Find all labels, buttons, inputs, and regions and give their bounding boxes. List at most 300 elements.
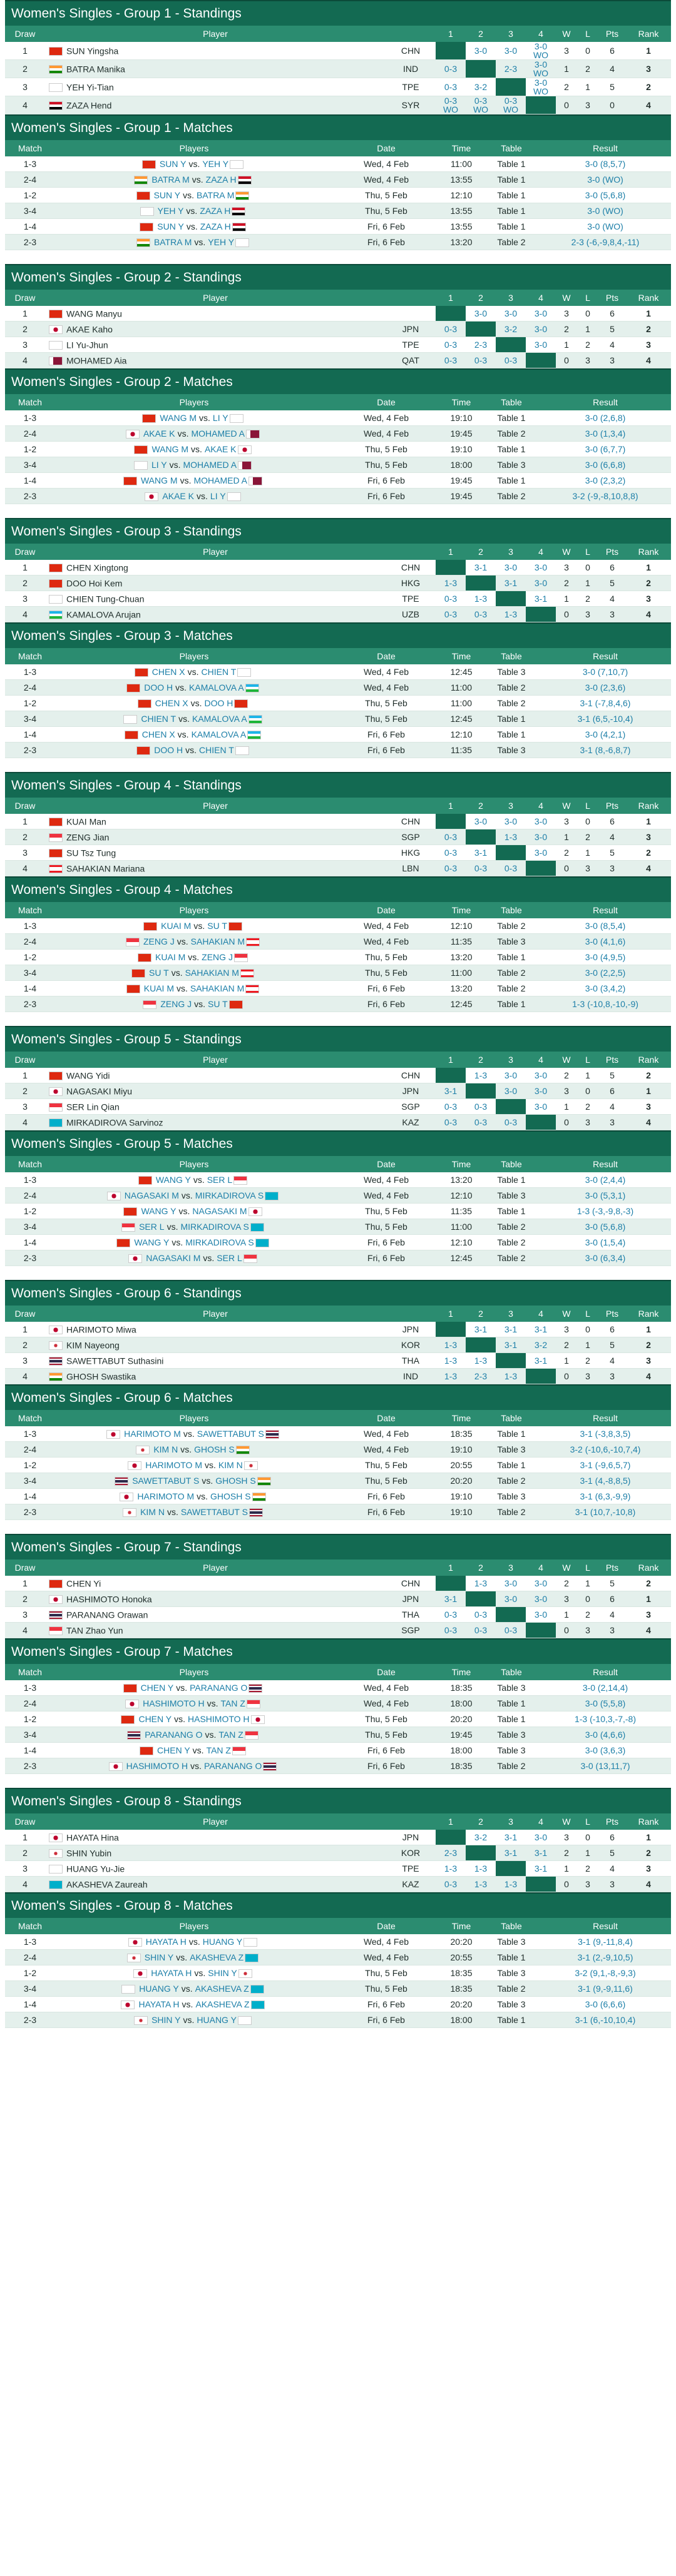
head-to-head-score[interactable]: 3-1: [496, 1830, 526, 1845]
match-players[interactable]: [55, 1950, 333, 1965]
head-to-head-score[interactable]: 1-3: [496, 607, 526, 622]
match-players[interactable]: [55, 156, 333, 172]
match-players[interactable]: [55, 950, 333, 965]
head-to-head-score[interactable]: 1-3: [466, 1068, 496, 1083]
head-to-head-score[interactable]: 3-0: [526, 1099, 556, 1115]
rank: 1: [626, 1083, 671, 1099]
head-to-head-score[interactable]: 0-3: [436, 845, 466, 861]
match-row[interactable]: [5, 489, 671, 504]
head-to-head-score[interactable]: 3-0: [496, 1576, 526, 1591]
match-players[interactable]: [55, 1696, 333, 1711]
player-cell[interactable]: [45, 1099, 386, 1115]
match-row[interactable]: [5, 410, 671, 426]
match-result[interactable]: 3-2 (-9,-8,10,8,8): [540, 489, 671, 504]
match-row[interactable]: [5, 457, 671, 473]
match-row[interactable]: [5, 1758, 671, 1774]
head-to-head-score[interactable]: 3-0: [526, 814, 556, 829]
player-one-name: LI Y: [151, 459, 167, 470]
match-result[interactable]: 3-0 (4,2,1): [540, 727, 671, 743]
match-row[interactable]: [5, 918, 671, 934]
match-row[interactable]: [5, 1442, 671, 1458]
head-to-head-score[interactable]: 1-3: [466, 1576, 496, 1591]
player-cell[interactable]: [45, 814, 386, 829]
player-cell[interactable]: [45, 78, 386, 96]
match-result[interactable]: 3-0 (7,10,7): [540, 664, 671, 680]
head-to-head-score[interactable]: 2-3: [436, 1845, 466, 1861]
match-row[interactable]: [5, 2012, 671, 2028]
standings-row: [5, 1830, 671, 1845]
match-row[interactable]: [5, 1504, 671, 1520]
match-result[interactable]: 3-0 (13,11,7): [540, 1758, 671, 1774]
match-result[interactable]: 3-0 (3,4,2): [540, 981, 671, 996]
match-row[interactable]: [5, 1680, 671, 1696]
head-to-head-score[interactable]: 1-3: [466, 1861, 496, 1877]
player-cell[interactable]: [45, 1623, 386, 1638]
head-to-head-score[interactable]: 3-0: [526, 1830, 556, 1845]
match-row[interactable]: [5, 1219, 671, 1235]
match-players[interactable]: [55, 235, 333, 250]
head-to-head-score[interactable]: 3-0: [526, 1591, 556, 1607]
match-row[interactable]: [5, 1188, 671, 1204]
player-one-name: HARIMOTO M: [137, 1491, 195, 1501]
rank: 4: [626, 1115, 671, 1130]
match-date: Thu, 5 Feb: [333, 711, 439, 727]
player-cell[interactable]: [45, 1337, 386, 1353]
match-result[interactable]: 3-0 (6,6,8): [540, 457, 671, 473]
flag-chn-icon: [49, 1580, 63, 1588]
match-row[interactable]: [5, 1426, 671, 1442]
head-to-head-score[interactable]: 3-0: [496, 42, 526, 60]
match-result[interactable]: 3-0 (WO): [540, 203, 671, 219]
match-row[interactable]: [5, 696, 671, 711]
player-cell[interactable]: [45, 1353, 386, 1369]
player-cell[interactable]: [45, 607, 386, 622]
head-to-head-score[interactable]: 3-0: [526, 1576, 556, 1591]
match-result[interactable]: 3-0 (8,5,7): [540, 156, 671, 172]
head-to-head-score[interactable]: 1-3: [466, 1353, 496, 1369]
head-to-head-score[interactable]: 2-3: [466, 337, 496, 353]
head-to-head-score[interactable]: 1-3: [496, 829, 526, 845]
player-two-name: MOHAMED A: [193, 475, 248, 485]
match-row[interactable]: [5, 1997, 671, 2012]
match-players[interactable]: [55, 489, 333, 504]
match-row[interactable]: [5, 426, 671, 442]
match-result[interactable]: 3-1 (-7,8,4,6): [540, 696, 671, 711]
match-result[interactable]: 3-0 (2,4,4): [540, 1172, 671, 1188]
head-to-head-score[interactable]: 0-3: [436, 353, 466, 368]
head-to-head-score[interactable]: 0-3: [466, 1115, 496, 1130]
head-to-head-score[interactable]: 1-3: [436, 1353, 466, 1369]
match-result[interactable]: 1-3 (-10,8,-10,-9): [540, 996, 671, 1012]
head-to-head-score[interactable]: 0-3: [436, 1099, 466, 1115]
match-result[interactable]: 3-1 (-9,6,5,7): [540, 1458, 671, 1473]
match-result[interactable]: 3-1 (8,-6,8,7): [540, 743, 671, 758]
flag-qat-icon: [246, 430, 260, 439]
matches-title: Women's Singles - Group 6 - Matches: [5, 1384, 671, 1410]
player-cell[interactable]: [45, 576, 386, 591]
match-result[interactable]: 3-0 (2,3,2): [540, 473, 671, 489]
head-to-head-score[interactable]: 3-1: [436, 1083, 466, 1099]
head-to-head-score[interactable]: 0-3: [466, 607, 496, 622]
match-players[interactable]: [55, 410, 333, 426]
head-to-head-score[interactable]: 3-1: [466, 1322, 496, 1337]
head-to-head-score[interactable]: 3-1: [436, 1591, 466, 1607]
head-to-head-score[interactable]: 3-1: [526, 1845, 556, 1861]
head-to-head-score[interactable]: 3-1: [496, 1337, 526, 1353]
match-table: Table 2: [483, 965, 540, 981]
match-players[interactable]: [55, 172, 333, 188]
match-row[interactable]: [5, 664, 671, 680]
head-to-head-score[interactable]: 0-3: [436, 1115, 466, 1130]
match-players[interactable]: [55, 442, 333, 457]
player-cell[interactable]: [45, 353, 386, 368]
matches-header-cell: Table: [483, 394, 540, 410]
head-to-head-score[interactable]: 1-3: [466, 1877, 496, 1892]
head-to-head-score[interactable]: 3-2: [526, 1337, 556, 1353]
match-players[interactable]: [55, 1934, 333, 1950]
match-result[interactable]: 3-0 (2,6,8): [540, 410, 671, 426]
match-players[interactable]: [55, 934, 333, 950]
match-row[interactable]: [5, 219, 671, 235]
match-result[interactable]: 2-3 (-6,-9,8,4,-11): [540, 235, 671, 250]
head-to-head-score[interactable]: 0-3: [436, 607, 466, 622]
player-cell[interactable]: [45, 322, 386, 337]
match-row[interactable]: [5, 1727, 671, 1743]
head-to-head-score[interactable]: 3-1: [496, 1322, 526, 1337]
match-result[interactable]: 3-0 (4,6,6): [540, 1727, 671, 1743]
match-players[interactable]: [55, 1504, 333, 1520]
head-to-head-score[interactable]: 3-0: [496, 814, 526, 829]
standings-header-cell: [386, 798, 436, 814]
match-row[interactable]: [5, 156, 671, 172]
match-result[interactable]: 3-0 (2,14,4): [540, 1680, 671, 1696]
match-result[interactable]: 3-0 (3,6,3): [540, 1743, 671, 1758]
head-to-head-score[interactable]: 3-0: [526, 1068, 556, 1083]
match-result[interactable]: 3-1 (10,7,-10,8): [540, 1504, 671, 1520]
match-time: 13:55: [439, 203, 483, 219]
match-result[interactable]: 3-0 (5,3,1): [540, 1188, 671, 1204]
match-row[interactable]: [5, 1934, 671, 1950]
match-row[interactable]: [5, 1696, 671, 1711]
match-result[interactable]: 3-0 (1,5,4): [540, 1235, 671, 1250]
head-to-head-score[interactable]: 0-3: [436, 1623, 466, 1638]
head-to-head-score[interactable]: 0-3 WO: [466, 96, 496, 114]
match-row[interactable]: [5, 711, 671, 727]
head-to-head-score[interactable]: 3-0: [526, 845, 556, 861]
player-cell[interactable]: [45, 1861, 386, 1877]
player-cell[interactable]: [45, 42, 386, 60]
match-result[interactable]: 1-3 (-3,-9,8,-3): [540, 1204, 671, 1219]
player-cell[interactable]: [45, 1607, 386, 1623]
match-players[interactable]: [55, 1442, 333, 1458]
match-players[interactable]: [55, 727, 333, 743]
head-to-head-score[interactable]: 1-3: [436, 1337, 466, 1353]
player-cell[interactable]: [45, 1877, 386, 1892]
match-players[interactable]: [55, 743, 333, 758]
player-cell[interactable]: [45, 1845, 386, 1861]
match-row[interactable]: [5, 188, 671, 203]
player-cell[interactable]: [45, 861, 386, 876]
head-to-head-score[interactable]: 1-3: [466, 591, 496, 607]
player-cell[interactable]: [45, 306, 386, 322]
head-to-head-score[interactable]: 3-1: [526, 1353, 556, 1369]
head-to-head-score[interactable]: 3-2: [466, 78, 496, 96]
match-result[interactable]: 3-0 (4,9,5): [540, 950, 671, 965]
head-to-head-score[interactable]: 0-3: [466, 1623, 496, 1638]
match-row[interactable]: [5, 727, 671, 743]
player-cell[interactable]: [45, 591, 386, 607]
match-players[interactable]: [55, 1204, 333, 1219]
match-players[interactable]: [55, 1981, 333, 1997]
head-to-head-score[interactable]: 0-3: [466, 353, 496, 368]
head-to-head-score[interactable]: 0-3: [436, 861, 466, 876]
match-result[interactable]: 3-1 (9,-11,8,4): [540, 1934, 671, 1950]
player-cell[interactable]: [45, 1115, 386, 1130]
match-row[interactable]: [5, 743, 671, 758]
head-to-head-score[interactable]: 3-0: [526, 576, 556, 591]
match-result[interactable]: 3-2 (9,1,-8,-9,3): [540, 1965, 671, 1981]
match-result[interactable]: 3-0 (2,3,6): [540, 680, 671, 696]
match-players[interactable]: [55, 188, 333, 203]
head-to-head-score[interactable]: 0-3: [466, 1607, 496, 1623]
rank: 3: [626, 337, 671, 353]
match-players[interactable]: [55, 219, 333, 235]
player-cell[interactable]: [45, 96, 386, 114]
head-to-head-score[interactable]: 3-0: [526, 322, 556, 337]
match-players[interactable]: [55, 1172, 333, 1188]
head-to-head-score[interactable]: 3-0: [496, 1083, 526, 1099]
match-row[interactable]: [5, 934, 671, 950]
match-players[interactable]: [55, 1680, 333, 1696]
match-result[interactable]: 3-1 (9,-9,11,6): [540, 1981, 671, 1997]
self-match-cell: [526, 353, 556, 368]
player-cell[interactable]: [45, 1830, 386, 1845]
match-players[interactable]: [55, 457, 333, 473]
match-row[interactable]: [5, 950, 671, 965]
match-row[interactable]: [5, 235, 671, 250]
match-players[interactable]: [55, 1965, 333, 1981]
head-to-head-score[interactable]: 0-3: [436, 1877, 466, 1892]
head-to-head-score[interactable]: 0-3: [436, 322, 466, 337]
head-to-head-score[interactable]: 3-1: [496, 1845, 526, 1861]
match-players[interactable]: [55, 918, 333, 934]
head-to-head-score[interactable]: 3-0 WO: [526, 60, 556, 78]
match-row[interactable]: [5, 1965, 671, 1981]
match-result[interactable]: 3-2 (-10,6,-10,7,4): [540, 1442, 671, 1458]
head-to-head-score[interactable]: 0-3: [436, 337, 466, 353]
match-result[interactable]: 3-0 (6,6,6): [540, 1997, 671, 2012]
player-cell[interactable]: [45, 337, 386, 353]
head-to-head-score[interactable]: 3-0: [496, 306, 526, 322]
standings-header-cell: Pts: [598, 1559, 626, 1576]
match-players[interactable]: [55, 1219, 333, 1235]
head-to-head-score[interactable]: 1-3: [496, 1877, 526, 1892]
head-to-head-score[interactable]: 3-1: [466, 560, 496, 576]
head-to-head-score[interactable]: 3-1: [496, 576, 526, 591]
match-row[interactable]: [5, 1204, 671, 1219]
match-players[interactable]: [55, 1758, 333, 1774]
head-to-head-score[interactable]: 2-3: [466, 1369, 496, 1384]
head-to-head-score[interactable]: 0-3: [436, 60, 466, 78]
head-to-head-score[interactable]: 3-0: [526, 306, 556, 322]
head-to-head-score[interactable]: 0-3: [436, 829, 466, 845]
head-to-head-score[interactable]: 0-3: [496, 1623, 526, 1638]
match-players[interactable]: [55, 1473, 333, 1489]
match-result[interactable]: 3-1 (4,-8,8,5): [540, 1473, 671, 1489]
match-row[interactable]: [5, 1458, 671, 1473]
match-players[interactable]: [55, 680, 333, 696]
player-cell[interactable]: [45, 60, 386, 78]
standings-row: [5, 576, 671, 591]
head-to-head-score[interactable]: 3-1: [526, 1861, 556, 1877]
match-result[interactable]: 3-1 (6,3,-9,9): [540, 1489, 671, 1504]
match-players[interactable]: [55, 1711, 333, 1727]
match-players[interactable]: [55, 1489, 333, 1504]
match-players[interactable]: [55, 1426, 333, 1442]
head-to-head-score[interactable]: 0-3: [496, 861, 526, 876]
match-code: 1-3: [5, 1172, 55, 1188]
match-result[interactable]: 3-0 (5,5,8): [540, 1696, 671, 1711]
match-result[interactable]: 3-0 (6,3,4): [540, 1250, 671, 1266]
match-players[interactable]: [55, 1250, 333, 1266]
match-players[interactable]: [55, 1997, 333, 2012]
player-cell[interactable]: [45, 829, 386, 845]
head-to-head-score[interactable]: 0-3: [436, 1607, 466, 1623]
match-row[interactable]: [5, 1172, 671, 1188]
player-cell[interactable]: [45, 560, 386, 576]
match-players[interactable]: [55, 664, 333, 680]
player-cell[interactable]: [45, 1083, 386, 1099]
match-row[interactable]: [5, 1473, 671, 1489]
match-row[interactable]: [5, 1950, 671, 1965]
head-to-head-score[interactable]: 3-0 WO: [526, 78, 556, 96]
match-players[interactable]: [55, 1188, 333, 1204]
head-to-head-score[interactable]: 3-1: [526, 591, 556, 607]
match-players[interactable]: [55, 426, 333, 442]
versus-label: vs.: [166, 1221, 178, 1232]
match-row[interactable]: [5, 172, 671, 188]
match-row[interactable]: [5, 680, 671, 696]
head-to-head-score[interactable]: 3-1: [466, 845, 496, 861]
player-cell[interactable]: [45, 1068, 386, 1083]
head-to-head-score[interactable]: 0-3 WO: [496, 96, 526, 114]
flag-tpe-icon: [123, 715, 137, 724]
player-one-name: CHIEN T: [141, 713, 177, 724]
match-result[interactable]: 3-0 (WO): [540, 219, 671, 235]
match-result[interactable]: 3-1 (-3,8,3,5): [540, 1426, 671, 1442]
match-players[interactable]: [55, 1743, 333, 1758]
match-players[interactable]: [55, 981, 333, 996]
head-to-head-score[interactable]: 0-3: [466, 861, 496, 876]
head-to-head-score[interactable]: 3-0: [526, 1607, 556, 1623]
player-cell[interactable]: [45, 1591, 386, 1607]
head-to-head-score[interactable]: 3-0: [526, 560, 556, 576]
head-to-head-score[interactable]: 3-0: [496, 1068, 526, 1083]
match-result[interactable]: 3-0 (5,6,8): [540, 188, 671, 203]
player-cell[interactable]: [45, 1322, 386, 1337]
match-code: 3-4: [5, 1981, 55, 1997]
match-players[interactable]: [55, 203, 333, 219]
match-row[interactable]: [5, 1235, 671, 1250]
player-cell[interactable]: [45, 1576, 386, 1591]
match-result[interactable]: 3-1 (2,-9,10,5): [540, 1950, 671, 1965]
head-to-head-score[interactable]: 3-0: [466, 42, 496, 60]
head-to-head-score[interactable]: 3-0 WO: [526, 42, 556, 60]
player-cell[interactable]: [45, 845, 386, 861]
head-to-head-score[interactable]: 0-3: [436, 591, 466, 607]
match-result[interactable]: 3-1 (6,5,-10,4): [540, 711, 671, 727]
match-players[interactable]: [55, 965, 333, 981]
match-players[interactable]: [55, 2012, 333, 2028]
match-table: Table 1: [483, 996, 540, 1012]
match-result[interactable]: 3-0 (8,5,4): [540, 918, 671, 934]
head-to-head-score[interactable]: 0-3: [496, 1115, 526, 1130]
head-to-head-score[interactable]: 0-3 WO: [436, 96, 466, 114]
head-to-head-score[interactable]: 3-0: [466, 814, 496, 829]
match-result[interactable]: 1-3 (-10,3,-7,-8): [540, 1711, 671, 1727]
match-result[interactable]: 3-0 (1,3,4): [540, 426, 671, 442]
head-to-head-score[interactable]: 3-1: [526, 1322, 556, 1337]
head-to-head-score[interactable]: 0-3: [466, 1099, 496, 1115]
head-to-head-score[interactable]: 3-2: [466, 1830, 496, 1845]
match-players[interactable]: [55, 1458, 333, 1473]
head-to-head-score[interactable]: 3-0: [496, 560, 526, 576]
match-players[interactable]: [55, 1727, 333, 1743]
match-row[interactable]: [5, 203, 671, 219]
match-result[interactable]: 3-0 (WO): [540, 172, 671, 188]
match-row[interactable]: [5, 473, 671, 489]
match-result[interactable]: 3-0 (6,7,7): [540, 442, 671, 457]
match-row[interactable]: [5, 965, 671, 981]
head-to-head-score[interactable]: 3-0: [496, 1591, 526, 1607]
head-to-head-score[interactable]: 3-0: [526, 337, 556, 353]
match-result[interactable]: 3-1 (6,-10,10,4): [540, 2012, 671, 2028]
match-players[interactable]: [55, 996, 333, 1012]
match-result[interactable]: 3-0 (5,6,8): [540, 1219, 671, 1235]
head-to-head-score[interactable]: 1-3: [436, 1369, 466, 1384]
match-result[interactable]: 3-0 (4,1,6): [540, 934, 671, 950]
match-players[interactable]: [55, 696, 333, 711]
head-to-head-score[interactable]: 1-3: [436, 576, 466, 591]
head-to-head-score[interactable]: 0-3: [436, 78, 466, 96]
match-table: Table 1: [483, 1950, 540, 1965]
match-players[interactable]: [55, 711, 333, 727]
head-to-head-score[interactable]: 2-3: [496, 60, 526, 78]
matches-header-cell: Time: [439, 1410, 483, 1426]
match-row[interactable]: [5, 1711, 671, 1727]
match-players[interactable]: [55, 473, 333, 489]
match-row[interactable]: [5, 1743, 671, 1758]
head-to-head-score[interactable]: 3-2: [496, 322, 526, 337]
head-to-head-score[interactable]: 3-0: [526, 1083, 556, 1099]
standings-header-cell: 3: [496, 1052, 526, 1068]
head-to-head-score[interactable]: 3-0: [526, 829, 556, 845]
match-row[interactable]: [5, 1250, 671, 1266]
match-row[interactable]: [5, 1981, 671, 1997]
head-to-head-score[interactable]: 0-3: [496, 353, 526, 368]
match-row[interactable]: [5, 981, 671, 996]
match-result[interactable]: 3-0 (2,2,5): [540, 965, 671, 981]
head-to-head-score[interactable]: 3-0: [466, 306, 496, 322]
standings-header-row: [5, 798, 671, 814]
match-row[interactable]: [5, 996, 671, 1012]
match-row[interactable]: [5, 1489, 671, 1504]
head-to-head-score[interactable]: 1-3: [496, 1369, 526, 1384]
match-row[interactable]: [5, 442, 671, 457]
match-players[interactable]: [55, 1235, 333, 1250]
player-cell[interactable]: [45, 1369, 386, 1384]
head-to-head-score[interactable]: 1-3: [436, 1861, 466, 1877]
